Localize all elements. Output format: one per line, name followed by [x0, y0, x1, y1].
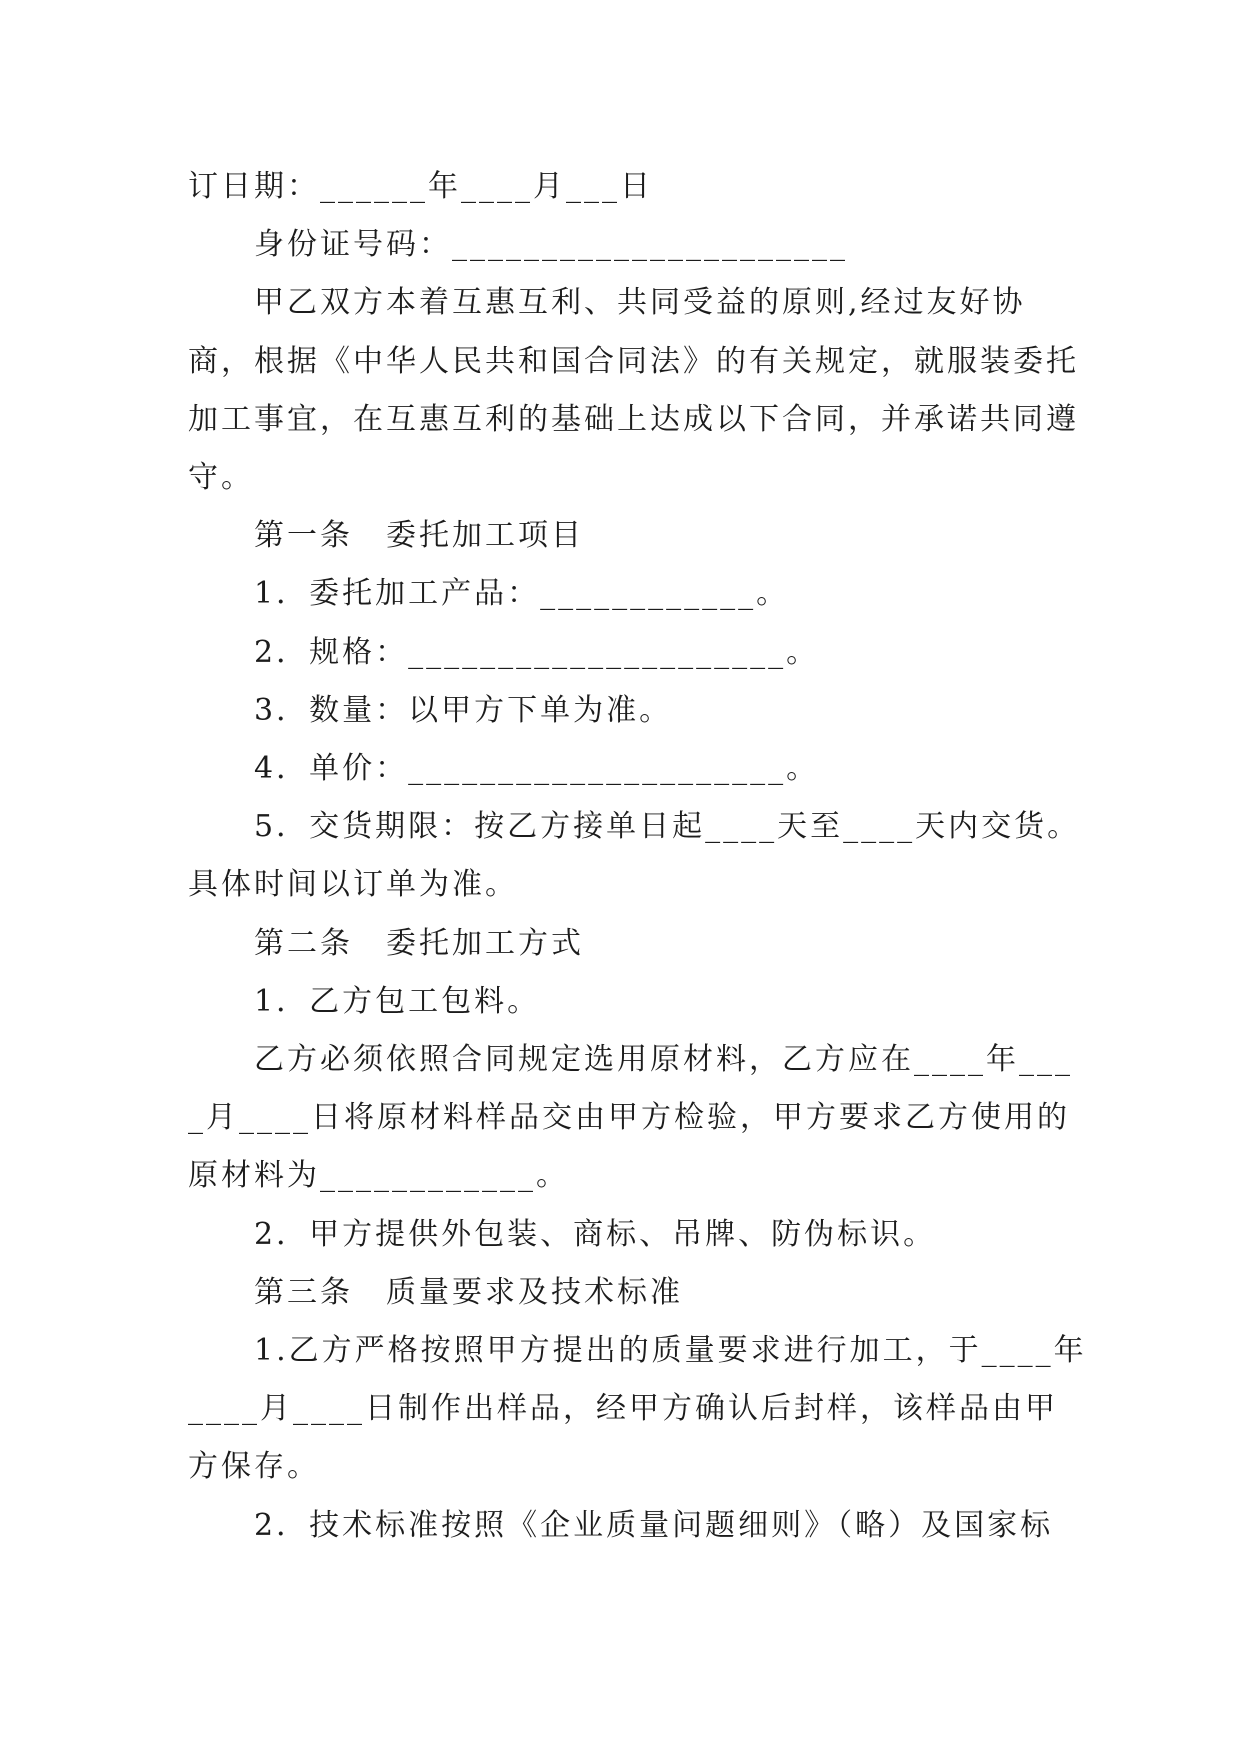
- preamble-paragraph: 甲乙双方本着互惠互利、共同受益的原则,经过友好协商，根据《中华人民共和国合同法》的有关规定，就服装委托加工事宜，在互惠互利的基础上达成以下合同，并承诺共同遵守。: [188, 285, 1079, 496]
- article-3-heading: 第三条 质量要求及技术标准: [254, 1274, 683, 1310]
- id-number-line: 身份证号码：______________________: [254, 227, 848, 263]
- article-1-item-1: 1．委托加工产品：____________。: [254, 576, 790, 612]
- article-2-item-2: 2．甲方提供外包装、商标、吊牌、防伪标识。: [254, 1216, 937, 1252]
- article-1-item-2: 2．规格：_____________________。: [254, 634, 820, 670]
- document-body: [188, 158, 1088, 1555]
- article-2-material-paragraph: 乙方必须依照合同规定选用原材料，乙方应在____年____月____日将原材料样品交由甲方检验，甲方要求乙方使用的原材料为____________。: [188, 1042, 1073, 1194]
- article-1-heading: 第一条 委托加工项目: [254, 518, 584, 554]
- sign-date-line: 订日期：______年____月___日: [188, 169, 653, 204]
- article-1-item-3: 3．数量：以甲方下单为准。: [254, 692, 673, 728]
- article-1-item-4: 4．单价：_____________________。: [254, 751, 820, 787]
- article-2-item-1: 1．乙方包工包料。: [254, 983, 541, 1019]
- article-1-item-5: 5．交货期限：按乙方接单日起____天至____天内交货。具体时间以订单为准。: [188, 809, 1081, 903]
- article-2-heading: 第二条 委托加工方式: [254, 925, 584, 961]
- article-3-item-2: 2．技术标准按照《企业质量问题细则》（略）及国家标: [254, 1507, 1054, 1543]
- article-3-item-1: 1.乙方严格按照甲方提出的质量要求进行加工，于____年____月____日制作出样品，经甲方确认后封样，该样品由甲方保存。: [188, 1333, 1087, 1485]
